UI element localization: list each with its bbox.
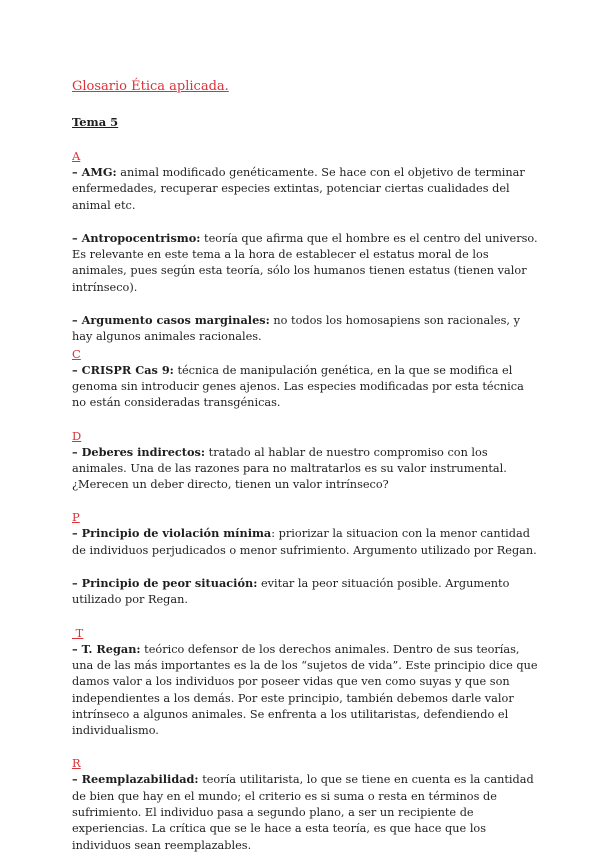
entry-term: – T. Regan: (72, 641, 141, 656)
glossary-entry-antropocentrismo (72, 230, 540, 296)
entry-term: – Principio de peor situación: (72, 576, 258, 591)
section-letter-r: R (72, 756, 81, 771)
glossary-entry-amg (72, 164, 540, 214)
glossary-entry-reemplazabilidad (72, 771, 540, 853)
section-letter-a: A (72, 149, 81, 163)
section-letter-d: D (72, 428, 82, 443)
section-letter-c: C (72, 346, 81, 361)
entry-term: – Deberes indirectos: (72, 444, 206, 459)
glossary-entry-violacion-minima (72, 525, 540, 559)
entry-term: – Antropocentrismo: (72, 230, 201, 245)
section-letter-t: T (72, 625, 84, 640)
entry-definition: : priorizar la situacion con la menor cantidad de individuos perjudicados o menor sufrimiento. Argumento utilizado por Regan. (72, 527, 537, 557)
glossary-entry-regan (72, 641, 540, 740)
entry-definition: teoría que afirma que el hombre es el centro del universo. Es relevante en este tema a la hora de establecer el estatus moral de los animales, pues según esta teoría, sólo los humanos tienen estatus (tienen valor intrínseco). (72, 231, 538, 294)
entry-definition: teoría utilitarista, lo que se tiene en cuenta es la cantidad de bien que hay en el mundo; el criterio es si suma o resta en términos de sufrimiento. El individuo pasa a segundo plano, a ser un recipiente de experiencias. La crítica que se le hace a esta teoría, es que hace que los individuos sean reemplazables. (72, 773, 534, 852)
glossary-entry-peor-situacion (72, 575, 540, 609)
entry-definition: no todos los homosapiens son racionales, y hay algunos animales racionales. (72, 314, 520, 344)
glossary-entry-crispr (72, 362, 540, 412)
entry-term: – AMG: (72, 165, 117, 179)
entry-definition: técnica de manipulación genética, en la que se modifica el genoma sin introducir genes ajenos. Las especies modificadas por esta técnica no están consideradas transgénicas. (72, 363, 524, 410)
entry-term: – Principio de violación mínima (72, 526, 272, 541)
entry-definition: animal modificado genéticamente. Se hace con el objetivo de terminar enfermedades, recuperar especies extintas, potenciar ciertas cualidades del animal etc. (72, 166, 525, 212)
entry-term: – CRISPR Cas 9: (72, 362, 174, 377)
topic-heading: Tema 5 (72, 115, 119, 129)
entry-definition: evitar la peor situación posible. Argumento utilizado por Regan. (72, 577, 510, 607)
glossary-entry-casos-marginales (72, 312, 540, 346)
entry-term: – Argumento casos marginales: (72, 313, 270, 328)
entry-term: – Reemplazabilidad: (72, 772, 199, 787)
section-letter-p: P (72, 510, 80, 525)
document-title: Glosario Ética aplicada. (72, 79, 229, 94)
entry-definition: teórico defensor de los derechos animales. Dentro de sus teorías, una de las más importantes es la de los “sujetos de vida”. Este principio dice que damos valor a los individuos por poseer vidas que ven como suyas y que son independientes a los demás. Por este principio, también debemos darle valor intrínseco a algunos animales. Se enfrenta a los utilitaristas, defendiendo el individualismo. (72, 642, 538, 738)
entry-definition: tratado al hablar de nuestro compromiso con los animales. Una de las razones para no maltratarlos es su valor instrumental. ¿Merecen un deber directo, tienen un valor intrínseco? (72, 445, 507, 492)
glossary-entry-deberes-indirectos (72, 444, 540, 494)
